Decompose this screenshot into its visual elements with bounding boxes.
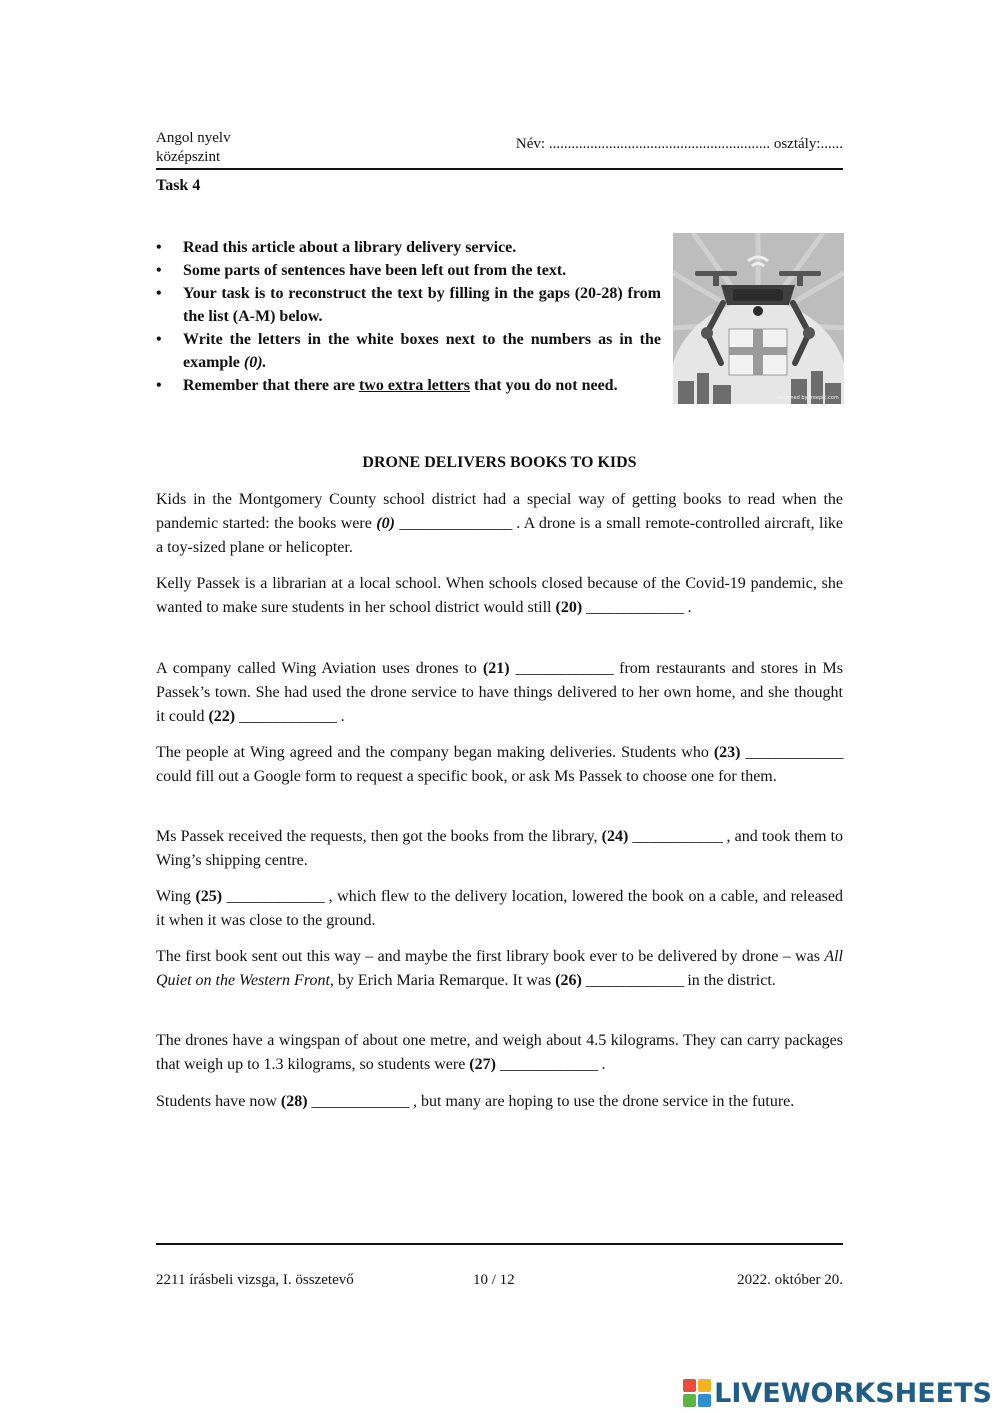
exam-date: 2022. október 20.: [737, 1272, 843, 1288]
page-number: 10 / 12: [473, 1272, 515, 1288]
instruction-text: Remember that there are: [183, 377, 359, 394]
instruction-text: Read this article about a library delivery service.: [183, 239, 517, 256]
instruction-item: [156, 328, 661, 374]
article-paragraph: Kids in the Montgomery County school district had a special way of getting books to read when the pandemic started: the books were (0) _______________ . A drone is a small remote-controlled aircraft, like a toy-sized plane or helicopter.: [156, 491, 843, 556]
liveworksheets-mark-icon: [683, 1379, 711, 1407]
drone-delivery-icon: [673, 233, 844, 404]
subject-label: [156, 129, 231, 167]
brand-text: LIVEWORKSHEETS: [714, 1377, 992, 1409]
instruction-item: [156, 374, 661, 397]
gap-blank: _____________: [239, 708, 337, 725]
gap-number: (28): [280, 1093, 308, 1110]
gap-blank: ____________: [632, 828, 723, 845]
instruction-text: that you do not need.: [469, 377, 618, 394]
gap-blank: _______________: [399, 515, 512, 532]
article-paragraph: The drones have a wingspan of about one metre, and weigh about 4.5 kilograms. They can carry packages that weigh up to 1.3 kilograms, so students were (27) _____________ .: [156, 1032, 843, 1073]
gap-blank: _____________: [585, 972, 684, 989]
header-divider: [156, 168, 843, 170]
article-paragraph: Wing (25) _____________ , which flew to the delivery location, lowered the book on a cable, and released it when it was close to the ground.: [156, 888, 844, 929]
instruction-item: [156, 259, 661, 282]
gap-number: (27): [469, 1056, 496, 1073]
gap-blank: _____________: [586, 599, 684, 616]
instruction-item: [156, 282, 661, 328]
gap-blank: _____________: [311, 1093, 410, 1110]
gap-number: (24): [601, 828, 629, 845]
gap-number: (26): [555, 972, 582, 989]
article-paragraph: A company called Wing Aviation uses drones to (21) _____________ from restaurants and stores in Ms Passek’s town. She had used the drone service to have things delivered to her own home, and she thought it could (22) _____________ .: [156, 660, 844, 725]
gap-blank: _____________: [226, 888, 325, 905]
exam-code: 2211 írásbeli vizsga, I. összetevő: [156, 1272, 354, 1288]
instructions-list: [156, 236, 661, 397]
footer-divider: [156, 1243, 843, 1245]
article-paragraph: Kelly Passek is a librarian at a local school. When schools closed because of the Covid-19 pandemic, she wanted to make sure students in her school district would still (20) _____________ .: [156, 575, 843, 616]
instruction-text: Your task is to reconstruct the text by filling in the gaps (20-28) from the list (A-M) below.: [183, 285, 661, 325]
subject-line-2: középszint: [156, 149, 221, 165]
instruction-item: [156, 236, 661, 259]
gap-blank: _____________: [499, 1056, 598, 1073]
article-paragraph: Students have now (28) _____________ , but many are hoping to use the drone service in the future.: [156, 1093, 795, 1110]
instruction-text: Write the letters in the white boxes next to the numbers as in the example: [183, 331, 661, 371]
gap-number: (22): [208, 708, 236, 725]
article-paragraph: Ms Passek received the requests, then got the books from the library, (24) ____________ , and took them to Wing’s shipping centre.: [156, 828, 844, 869]
gap-blank: _____________: [745, 744, 843, 761]
gap-number: (23): [713, 744, 741, 761]
illustration-credit: designed by freepik.com: [777, 395, 839, 401]
instruction-text: Some parts of sentences have been left out from the text.: [183, 262, 567, 279]
article-paragraph: The people at Wing agreed and the company began making deliveries. Students who (23) _____________ could fill out a Google form to request a specific book, or ask Ms Passek to choose one for them.: [156, 744, 843, 785]
book-title: All Quiet on the Western Front: [156, 948, 843, 989]
gap-number: (25): [195, 888, 223, 905]
name-class-field: Név: ........................................................... osztály:......: [515, 136, 843, 152]
example-reference: (0).: [243, 354, 267, 371]
article-title: DRONE DELIVERS BOOKS TO KIDS: [362, 454, 637, 471]
liveworksheets-logo: [683, 1376, 992, 1410]
task-title: Task 4: [156, 177, 201, 194]
gap-blank: _____________: [515, 660, 614, 677]
gap-number: (0): [376, 515, 395, 532]
gap-number: (21): [482, 660, 510, 677]
extra-letters-emphasis: two extra letters: [358, 377, 470, 394]
gap-number: (20): [555, 599, 583, 616]
subject-line-1: Angol nyelv: [156, 130, 231, 146]
article-paragraph: The first book sent out this way – and maybe the first library book ever to be delivered by drone – was All Quiet on the Western Front, by Erich Maria Remarque. It was (26) _____________ in the district.: [156, 948, 843, 989]
